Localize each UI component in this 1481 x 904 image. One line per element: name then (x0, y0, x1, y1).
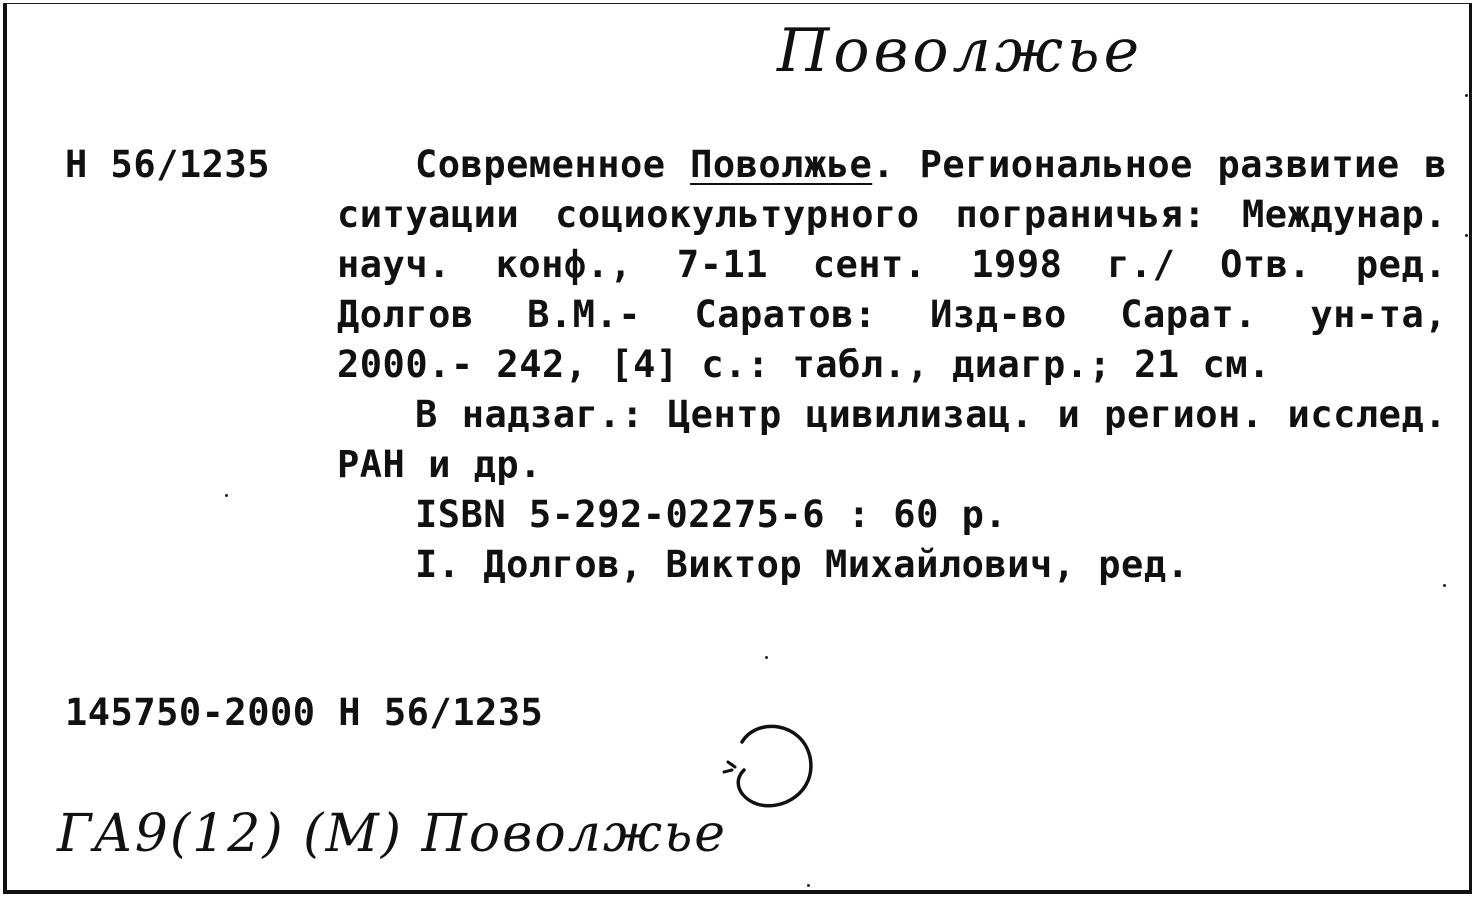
added-entry-line: I. Долгов, Виктор Михайлович, ред. (415, 543, 1190, 586)
catalog-card (3, 3, 1472, 894)
ink-speck (225, 494, 228, 497)
ink-speck (1465, 234, 1468, 237)
circle-stamp-mark (702, 712, 822, 812)
bibliographic-description (337, 140, 1447, 590)
title-paragraph (337, 140, 1447, 390)
ink-speck (765, 656, 768, 659)
handwritten-classification-note: ГА9(12) (М) Поволжье (57, 804, 728, 864)
isbn-line: ISBN 5-292-02275-6 : 60 р. (415, 493, 1008, 536)
title-rest: . Региональное развитие в ситуации социокультурного пограничья: Междунар. науч. конф., 7-11 сент. 1998 г./ Отв. ред. Долгов В.М.- Саратов: Изд-во Сарат. ун-та, 2000.- 242, [4] с.: табл., диагр.; 21 см. (337, 143, 1447, 386)
accession-number: 145750-2000 Н 56/1235 (65, 691, 544, 734)
handwritten-subject-note: Поволжье (777, 16, 1144, 86)
ink-speck (1443, 584, 1446, 587)
title-keyword-underlined: Поволжье (690, 143, 873, 186)
note-paragraph: В надзаг.: Центр цивилизац. и регион. исслед. РАН и др. (337, 393, 1447, 486)
ink-speck (1465, 94, 1468, 97)
ink-speck (807, 884, 810, 887)
call-number: Н 56/1235 (65, 143, 270, 186)
title-start: Современное (415, 143, 691, 186)
